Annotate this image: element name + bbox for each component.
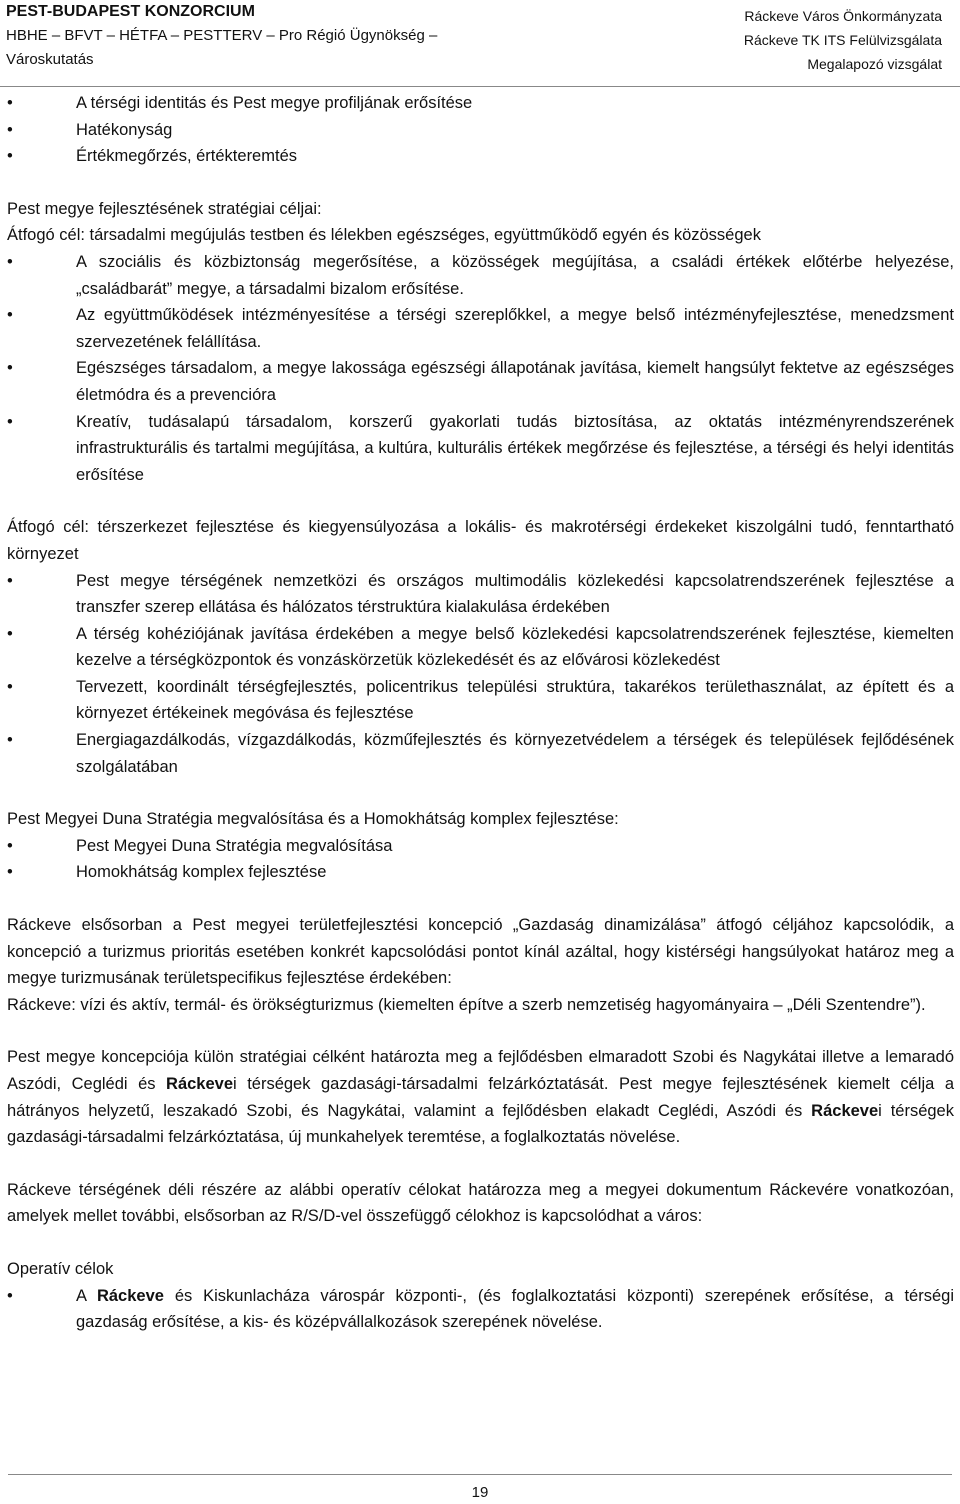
document-subtitle: Megalapozó vizsgálat [807,56,942,72]
list-item: • A szociális és közbiztonság megerősítése, a közösségek megújítása, a családi értékek előtérbe helyezése, „családbarát” megye, a társadalmi bizalom erősítése. [7,249,954,302]
list-item: • Hatékonyság [7,117,954,144]
document-body [7,90,954,1336]
section-title: Pest megye fejlesztésének stratégiai céljai: [7,199,322,218]
bold-text-run: Ráckeve [96,1286,164,1305]
text-run: A [76,1286,97,1305]
header-left [6,0,437,72]
goal-heading: Átfogó cél: társadalmi megújulás testben és lélekben egészséges, együttműködő egyén és közösségek [7,226,761,245]
page-header [0,0,960,87]
list-item: • Értékmegőrzés, értékteremtés [7,143,954,170]
list-item: • A térségi identitás és Pest megye profiljának erősítése [7,90,954,117]
header-right [744,4,942,76]
text-run: i térségek gazdasági-társadalmi felzárkóztatása, új munkahelyek teremtése, a foglalkoztatás növelése. [7,1101,954,1147]
goal-heading: Átfogó cél: térszerkezet fejlesztése és kiegyensúlyozása a lokális- és makrotérségi érdekeket kiszolgálni tudó, fenntartható környezet [7,518,954,563]
page-number: 19 [471,1484,489,1501]
list-item: • A térség kohéziójának javítása érdekében a megye belső közlekedési kapcsolatrendszerének fejlesztése, kiemelten kezelve a térségközpontok és vonzáskörzetük közlekedését és az elővárosi közlekedést [7,621,954,674]
consortium-name: PEST-BUDAPEST KONZORCIUM [6,3,255,20]
consortium-members: HBHE – BFVT – HÉTFA – PESTTERV – Pro Régió Ügynökség – [6,27,438,44]
list-item: • Az együttműködések intézményesítése a térségi szereplőkkel, a megye belső intézményfejlesztése, menedzsment szervezetének felállítása. [7,302,954,355]
document-title: Ráckeve TK ITS Felülvizsgálata [743,32,942,48]
list-item: • Egészséges társadalom, a megye lakossága egészségi állapotának javítása, kiemelt hangsúlyt fektetve az egészséges életmódra és a prevencióra [7,355,954,408]
list-item: • Homokhátság komplex fejlesztése [7,859,954,886]
bold-text-run: Ráckeve [166,1075,234,1093]
list-item: • Tervezett, koordinált térségfejlesztés, policentrikus települési struktúra, takarékos területhasználat, az épített és a környezet értékeinek megóvása és fejlesztése [7,674,954,727]
paragraph: Ráckeve térségének déli részére az alábbi operatív célokat határozza meg a megyei dokumentum Ráckevére vonatkozóan, amelyek mellet további, elsősorban az R/S/D-vel összefüggő célokhoz is kapcsolódhat a város: [7,1180,954,1226]
section-title: Pest Megyei Duna Stratégia megvalósítása és a Homokhátság komplex fejlesztése: [7,810,619,829]
paragraph: Ráckeve elsősorban a Pest megyei területfejlesztési koncepció „Gazdaság dinamizálása” átfogó céljához kapcsolódik, a koncepció a turizmus prioritás esetében konkrét kapcsolódási pontot kínál azáltal, hogy kistérségi hangsúlyokat határoz meg a megye turizmusának területspecifikus fejlesztése érdekében: [7,916,954,988]
list-item: • Pest megye térségének nemzetközi és országos multimodális közlekedési kapcsolatrendszerének fejlesztése a transzfer szerep ellátása és hálózatos térstruktúra kialakulása érdekében [7,568,954,621]
list-item: • Kreatív, tudásalapú társadalom, korszerű gyakorlati tudás biztosítása, az oktatás intézményrendszerének infrastrukturális és tartalmi megújítása, a kultúra, kulturális értékek megőrzése és fejlesztése, a térségi és helyi identitás erősítése [7,409,954,489]
text-run: Pest megye koncepciója külön stratégiai célként határozta meg a fejlődésben elmaradott Szobi és Nagykátai illetve a lemaradó Aszódi, Ceglédi és [7,1048,954,1093]
consortium-members-cont: Városkutatás [6,51,94,68]
list-item: • Pest Megyei Duna Stratégia megvalósítása [7,833,954,860]
list-item: • Energiagazdálkodás, vízgazdálkodás, közműfejlesztés és környezetvédelem a térségek és települések fejlődésének szolgálatában [7,727,954,780]
paragraph: Ráckeve: vízi és aktív, termál- és örökségturizmus (kiemelten építve a szerb nemzetiség hagyományaira – „Déli Szentendre”). [7,995,926,1014]
paragraph [7,1044,954,1150]
footer-rule [8,1474,952,1475]
bold-text-run: Ráckeve [811,1101,879,1120]
text-run: és Kiskunlacháza várospár központi-, (és foglalkoztatási központi) szerepének erősítése, a térségi gazdaság erősítése, a kis- és középvállalkozások szerepének növelése. [76,1286,954,1332]
list-item [7,1283,954,1336]
client-name: Ráckeve Város Önkormányzata [744,8,942,24]
section-title: Operatív célok [7,1259,114,1278]
text-run: i térségek gazdasági-társadalmi felzárkóztatását. Pest megye fejlesztésének kiemelt célja a hátrányos helyzetű, leszakadó Szobi, és Nagykátai, valamint a fejlődésben elakadt Ceglédi, Aszódi és [7,1075,955,1120]
